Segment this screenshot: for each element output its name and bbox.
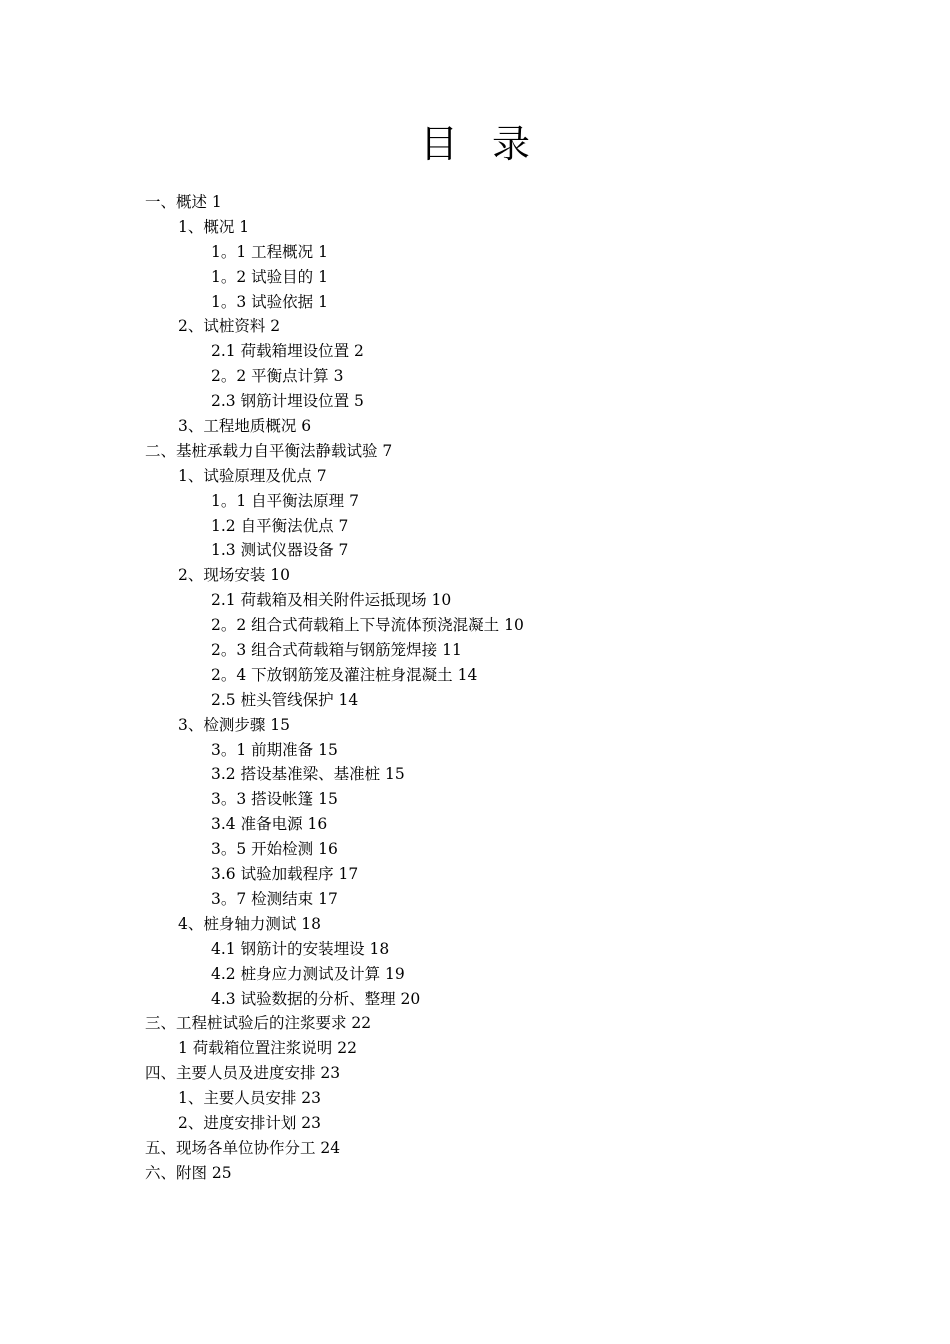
toc-entry[interactable]: 1、概况 1 xyxy=(178,217,250,236)
toc-entry[interactable]: 2.3 钢筋计埋设位置 5 xyxy=(211,392,364,411)
toc-entry[interactable]: 二、基桩承载力自平衡法静载试验 7 xyxy=(145,441,393,460)
toc-entry[interactable]: 3、工程地质概况 6 xyxy=(178,417,312,436)
toc-entry[interactable]: 2。2 组合式荷载箱上下导流体预浇混凝土 10 xyxy=(211,616,524,635)
table-of-contents xyxy=(0,190,950,1186)
toc-entry[interactable]: 四、主要人员及进度安排 23 xyxy=(145,1064,341,1083)
toc-entry[interactable]: 2、试桩资料 2 xyxy=(178,317,281,336)
title-char-2: 录 xyxy=(492,122,531,166)
toc-entry[interactable]: 2。3 组合式荷载箱与钢筋笼焊接 11 xyxy=(211,641,462,660)
toc-entry[interactable]: 1。3 试验依据 1 xyxy=(211,292,328,311)
toc-entry[interactable]: 3。5 开始检测 16 xyxy=(211,840,338,859)
toc-entry[interactable]: 六、附图 25 xyxy=(145,1163,232,1182)
page-title xyxy=(0,118,950,170)
toc-entry[interactable]: 3。7 检测结束 17 xyxy=(211,889,338,908)
toc-entry[interactable]: 一、概述 1 xyxy=(145,193,222,211)
toc-entry[interactable]: 五、现场各单位协作分工 24 xyxy=(145,1138,341,1157)
toc-entry[interactable]: 2.1 荷载箱埋设位置 2 xyxy=(211,342,364,361)
toc-entry[interactable]: 3、检测步骤 15 xyxy=(178,715,291,734)
toc-entry[interactable]: 4、桩身轴力测试 18 xyxy=(178,914,322,933)
toc-entry[interactable]: 4.3 试验数据的分析、整理 20 xyxy=(211,989,421,1008)
toc-entry[interactable]: 3.6 试验加载程序 17 xyxy=(211,865,359,884)
toc-entry[interactable]: 3。3 搭设帐篷 15 xyxy=(211,790,338,809)
toc-entry[interactable]: 3.4 准备电源 16 xyxy=(211,815,328,834)
toc-entry[interactable]: 1.2 自平衡法优点 7 xyxy=(211,516,349,535)
toc-entry[interactable]: 2。4 下放钢筋笼及灌注桩身混凝土 14 xyxy=(211,665,478,684)
toc-entry[interactable]: 三、工程桩试验后的注浆要求 22 xyxy=(145,1014,372,1033)
toc-entry[interactable]: 1。1 工程概况 1 xyxy=(211,242,328,261)
toc-entry[interactable]: 3。1 前期准备 15 xyxy=(211,740,338,759)
toc-entry[interactable]: 2、现场安装 10 xyxy=(178,566,291,585)
toc-entry[interactable]: 4.2 桩身应力测试及计算 19 xyxy=(211,964,405,983)
toc-entry[interactable]: 2.1 荷载箱及相关附件运抵现场 10 xyxy=(211,591,452,610)
toc-entry[interactable]: 4.1 钢筋计的安装埋设 18 xyxy=(211,939,390,958)
title-char-1: 目 xyxy=(419,122,458,166)
toc-entry[interactable]: 2.5 桩头管线保护 14 xyxy=(211,690,359,709)
toc-entry[interactable]: 3.2 搭设基准梁、基准桩 15 xyxy=(211,765,405,784)
toc-entry[interactable]: 2、进度安排计划 23 xyxy=(178,1113,322,1132)
toc-entry[interactable]: 1、主要人员安排 23 xyxy=(178,1089,322,1108)
toc-entry[interactable]: 2。2 平衡点计算 3 xyxy=(211,367,344,386)
toc-entry[interactable]: 1。2 试验目的 1 xyxy=(211,267,328,286)
toc-entry[interactable]: 1。1 自平衡法原理 7 xyxy=(211,491,359,510)
toc-entry[interactable]: 1 荷载箱位置注浆说明 22 xyxy=(178,1039,357,1058)
toc-entry[interactable]: 1.3 测试仪器设备 7 xyxy=(211,541,349,560)
toc-entry[interactable]: 1、试验原理及优点 7 xyxy=(178,466,327,485)
